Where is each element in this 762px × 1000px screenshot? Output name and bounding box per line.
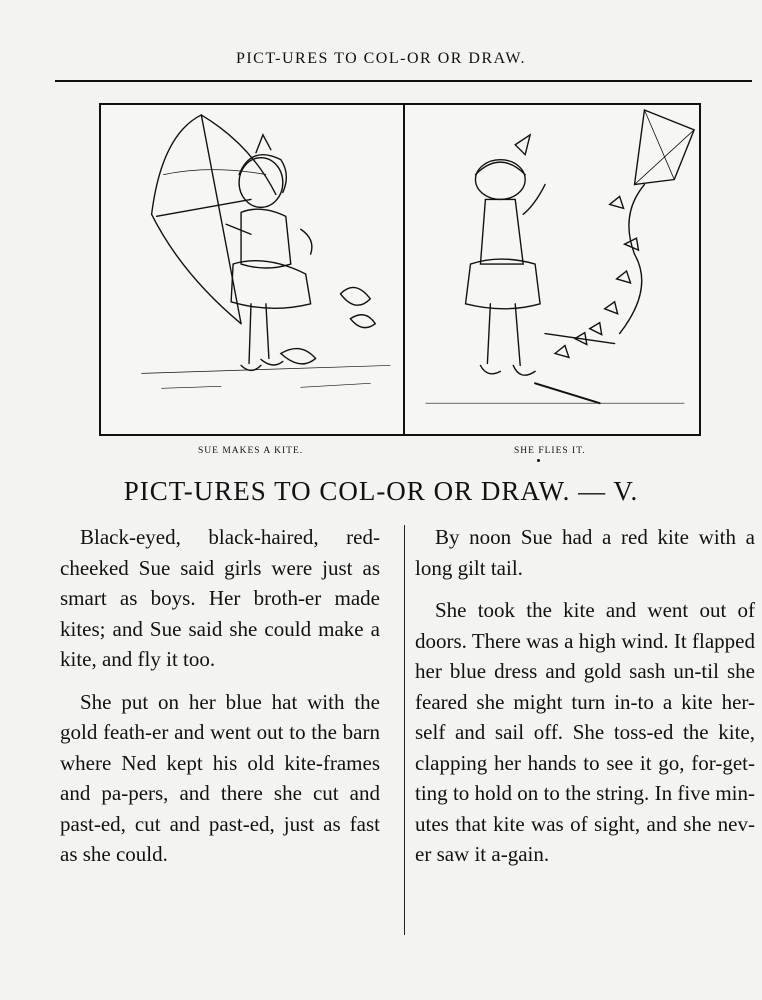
ornament-dot xyxy=(537,459,540,462)
running-head: PICT-URES TO COL-OR OR DRAW. xyxy=(235,50,527,67)
column-rule xyxy=(404,525,405,935)
paragraph: By noon Sue had a red kite with a long gilt tail. xyxy=(415,525,755,580)
text-column-left xyxy=(60,522,380,882)
header-rule xyxy=(55,80,752,82)
paragraph: She put on her blue hat with the gold feath-er and went out to the barn where Ned kept his old kite-frames and pa-pers, and there she cut and past-ed, cut and past-ed, just as fast as she could. xyxy=(60,689,380,866)
text-column-right xyxy=(415,522,755,882)
caption-right: SHE FLIES IT. xyxy=(514,446,586,456)
illustration-she-flies-kite xyxy=(405,105,701,434)
illustration-sue-makes-kite xyxy=(101,105,403,434)
paragraph: She took the kite and went out of doors. There was a high wind. It flapped her blue dress and gold sash un-til she feared she might turn in-to a kite her-self and sail off. She toss-ed the kite, clapping her hands to see it go, for-get-ting to hold on to the string. In five min-utes that kite was of sight, and she nev-er saw it a-gain. xyxy=(415,598,755,866)
illustration-plate xyxy=(99,103,701,436)
caption-left: SUE MAKES A KITE. xyxy=(198,446,304,456)
page-title: PICT-URES TO COL-OR OR DRAW. — V. xyxy=(123,476,639,506)
paragraph: Black-eyed, black-haired, red-cheeked Sue said girls were just as smart as boys. Her broth-er made kites; and Sue said she could make a kite, and fly it too. xyxy=(60,525,380,671)
